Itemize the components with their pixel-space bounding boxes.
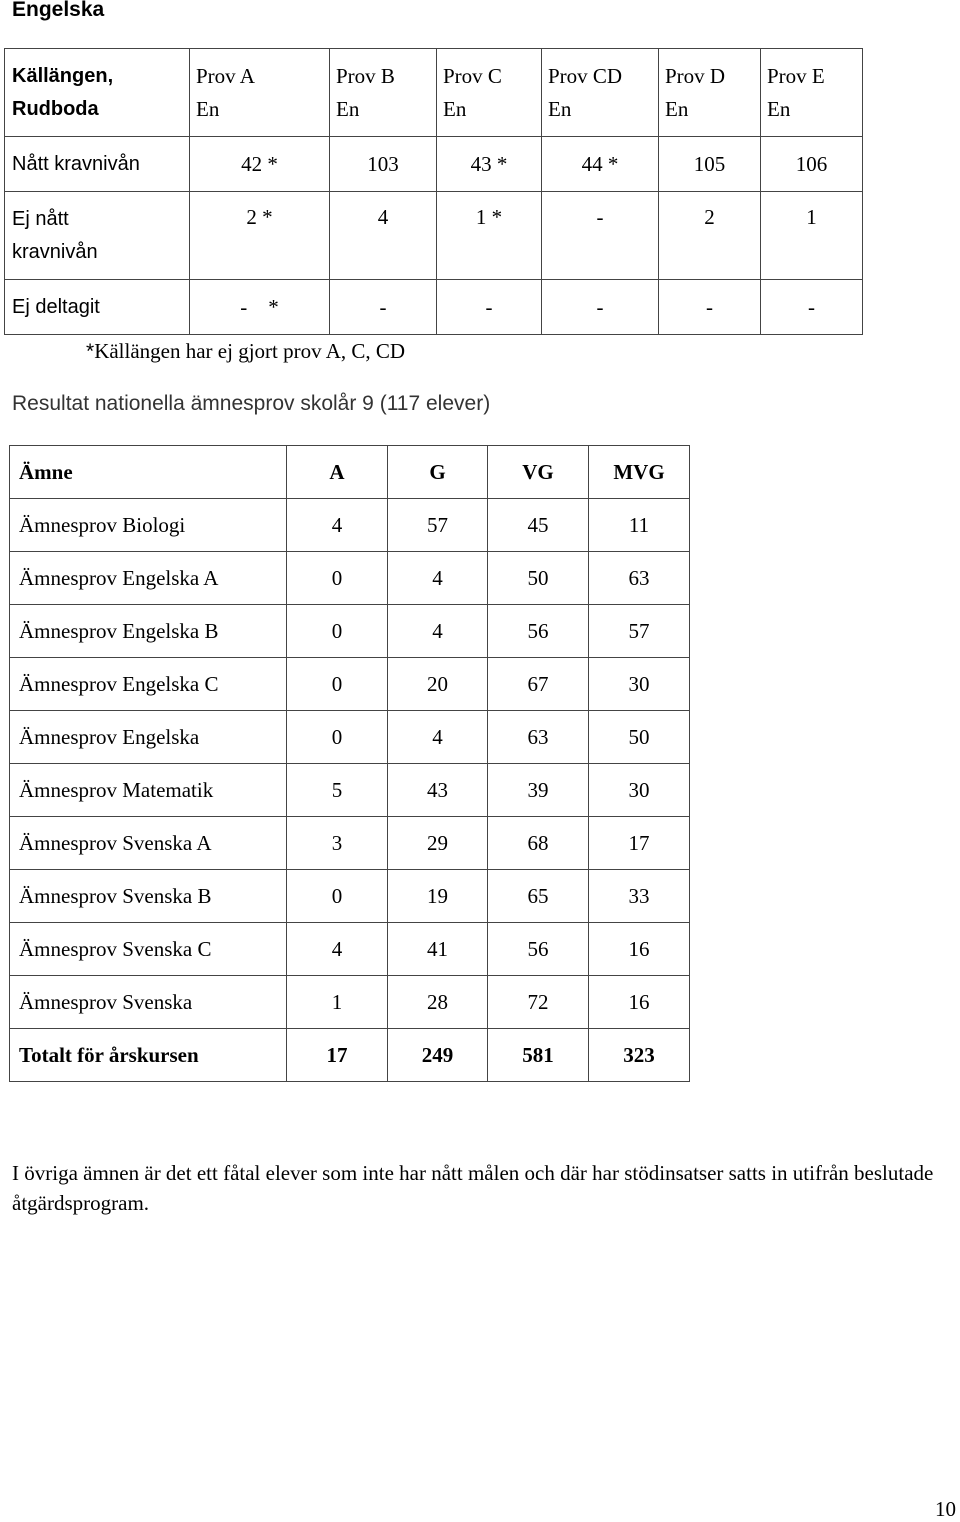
table-cell: 50 bbox=[589, 711, 690, 764]
table-cell: - bbox=[330, 280, 437, 335]
table-cell: - bbox=[659, 280, 761, 335]
table-cell: 30 bbox=[589, 764, 690, 817]
subject-cell: Ämnesprov Engelska bbox=[10, 711, 287, 764]
header-line2: En bbox=[196, 96, 220, 121]
header-cell: G bbox=[388, 446, 488, 499]
table-cell: 4 bbox=[388, 605, 488, 658]
table-cell: 106 bbox=[761, 137, 863, 192]
table-cell: 1 bbox=[761, 192, 863, 280]
table-cell: 41 bbox=[388, 923, 488, 976]
table-row bbox=[10, 923, 690, 976]
header-cell-prov-e bbox=[761, 49, 863, 137]
table-cell: 50 bbox=[488, 552, 589, 605]
table-row bbox=[10, 658, 690, 711]
table-cell: 20 bbox=[388, 658, 488, 711]
table-cell: 17 bbox=[589, 817, 690, 870]
header-cell-prov-c bbox=[437, 49, 542, 137]
header-line2: En bbox=[665, 96, 689, 121]
table-cell: 67 bbox=[488, 658, 589, 711]
header-line2: En bbox=[336, 96, 360, 121]
table-cell: - bbox=[761, 280, 863, 335]
table-row bbox=[10, 552, 690, 605]
table-cell: 63 bbox=[589, 552, 690, 605]
header-school-line2: Rudboda bbox=[12, 97, 99, 120]
table-cell: 0 bbox=[287, 552, 388, 605]
table-row bbox=[10, 711, 690, 764]
table-row bbox=[10, 817, 690, 870]
table-cell: - * bbox=[190, 280, 330, 335]
page-number: 10 bbox=[935, 1497, 956, 1521]
table-cell: 0 bbox=[287, 658, 388, 711]
header-cell: VG bbox=[488, 446, 589, 499]
row-label bbox=[5, 192, 190, 280]
table-cell: 44 * bbox=[542, 137, 659, 192]
table-cell: 0 bbox=[287, 605, 388, 658]
subject-cell: Ämnesprov Svenska A bbox=[10, 817, 287, 870]
table-cell: 57 bbox=[388, 499, 488, 552]
table-cell: 4 bbox=[287, 499, 388, 552]
table-cell: 11 bbox=[589, 499, 690, 552]
table-cell: 30 bbox=[589, 658, 690, 711]
table-row bbox=[10, 499, 690, 552]
table-total-row bbox=[10, 1029, 690, 1082]
footnote bbox=[86, 339, 405, 364]
table-cell: 5 bbox=[287, 764, 388, 817]
kravniva-table bbox=[4, 48, 863, 335]
header-cell-prov-b bbox=[330, 49, 437, 137]
table-cell: - bbox=[542, 192, 659, 280]
subject-cell: Ämnesprov Engelska A bbox=[10, 552, 287, 605]
table-cell: 17 bbox=[287, 1029, 388, 1082]
header-cell: MVG bbox=[589, 446, 690, 499]
table-row bbox=[10, 870, 690, 923]
table-cell: 43 * bbox=[437, 137, 542, 192]
subject-cell: Ämnesprov Svenska B bbox=[10, 870, 287, 923]
table-cell: 103 bbox=[330, 137, 437, 192]
table-cell: 4 bbox=[388, 711, 488, 764]
results-subtitle: Resultat nationella ämnesprov skolår 9 (117 elever) bbox=[12, 392, 491, 415]
table-cell: 19 bbox=[388, 870, 488, 923]
table-cell: 2 bbox=[659, 192, 761, 280]
table-cell: 65 bbox=[488, 870, 589, 923]
header-cell: A bbox=[287, 446, 388, 499]
table-cell: 45 bbox=[488, 499, 589, 552]
table-cell: 28 bbox=[388, 976, 488, 1029]
table-cell: 42 * bbox=[190, 137, 330, 192]
footnote-text: Källängen har ej gjort prov A, C, CD bbox=[94, 339, 406, 363]
table-cell: 0 bbox=[287, 711, 388, 764]
table-row bbox=[10, 605, 690, 658]
header-line1: Prov A bbox=[196, 63, 255, 88]
results-table-body bbox=[10, 499, 690, 1029]
table-cell: 39 bbox=[488, 764, 589, 817]
table-cell: 323 bbox=[589, 1029, 690, 1082]
header-cell-prov-a bbox=[190, 49, 330, 137]
table-cell: 249 bbox=[388, 1029, 488, 1082]
table-cell: 16 bbox=[589, 976, 690, 1029]
table-cell: 4 bbox=[330, 192, 437, 280]
table-cell: 29 bbox=[388, 817, 488, 870]
table-row bbox=[5, 192, 863, 280]
table-cell: 56 bbox=[488, 605, 589, 658]
header-cell-school bbox=[5, 49, 190, 137]
table-cell: 16 bbox=[589, 923, 690, 976]
row-label-line1: Ej nått bbox=[12, 207, 69, 230]
header-line1: Prov B bbox=[336, 63, 395, 88]
header-cell-prov-d bbox=[659, 49, 761, 137]
row-label-line2: kravnivån bbox=[12, 240, 98, 263]
table-row bbox=[5, 280, 863, 335]
subject-cell: Ämnesprov Matematik bbox=[10, 764, 287, 817]
table-cell: 0 bbox=[287, 870, 388, 923]
header-line2: En bbox=[767, 96, 791, 121]
subject-cell: Ämnesprov Engelska C bbox=[10, 658, 287, 711]
table-header-row bbox=[10, 446, 690, 499]
table-cell: - bbox=[437, 280, 542, 335]
table-cell: 4 bbox=[388, 552, 488, 605]
header-line2: En bbox=[443, 96, 467, 121]
table-cell: 33 bbox=[589, 870, 690, 923]
subject-cell: Ämnesprov Engelska B bbox=[10, 605, 287, 658]
table-row bbox=[10, 764, 690, 817]
header-school-line1: Källängen, bbox=[12, 64, 114, 87]
table-cell: 68 bbox=[488, 817, 589, 870]
table-cell: - bbox=[542, 280, 659, 335]
row-label: Ej deltagit bbox=[5, 280, 190, 335]
table-cell: 1 bbox=[287, 976, 388, 1029]
row-label: Nått kravnivån bbox=[5, 137, 190, 192]
header-line1: Prov E bbox=[767, 63, 825, 88]
subject-cell: Ämnesprov Biologi bbox=[10, 499, 287, 552]
header-line1: Prov C bbox=[443, 63, 502, 88]
table-cell: 3 bbox=[287, 817, 388, 870]
table-cell: 63 bbox=[488, 711, 589, 764]
total-label: Totalt för årskursen bbox=[10, 1029, 287, 1082]
table-cell: 2 * bbox=[190, 192, 330, 280]
section-heading: Engelska bbox=[12, 0, 105, 21]
subject-cell: Ämnesprov Svenska C bbox=[10, 923, 287, 976]
header-line1: Prov CD bbox=[548, 63, 623, 88]
table-row bbox=[5, 137, 863, 192]
table-row bbox=[10, 976, 690, 1029]
body-paragraph: I övriga ämnen är det ett fåtal elever som inte har nått målen och där har stödinsatser satts in utifrån beslutade åtgärdsprogram. bbox=[12, 1161, 934, 1215]
table-cell: 4 bbox=[287, 923, 388, 976]
table-cell: 57 bbox=[589, 605, 690, 658]
table-cell: 56 bbox=[488, 923, 589, 976]
header-line1: Prov D bbox=[665, 63, 726, 88]
table-header-row bbox=[5, 49, 863, 137]
header-cell: Ämne bbox=[10, 446, 287, 499]
header-line2: En bbox=[548, 96, 572, 121]
header-cell-prov-cd bbox=[542, 49, 659, 137]
footnote-star: * bbox=[86, 340, 95, 363]
results-table bbox=[9, 445, 690, 1082]
table-cell: 581 bbox=[488, 1029, 589, 1082]
subject-cell: Ämnesprov Svenska bbox=[10, 976, 287, 1029]
table-cell: 72 bbox=[488, 976, 589, 1029]
table-cell: 105 bbox=[659, 137, 761, 192]
table-cell: 1 * bbox=[437, 192, 542, 280]
table-cell: 43 bbox=[388, 764, 488, 817]
